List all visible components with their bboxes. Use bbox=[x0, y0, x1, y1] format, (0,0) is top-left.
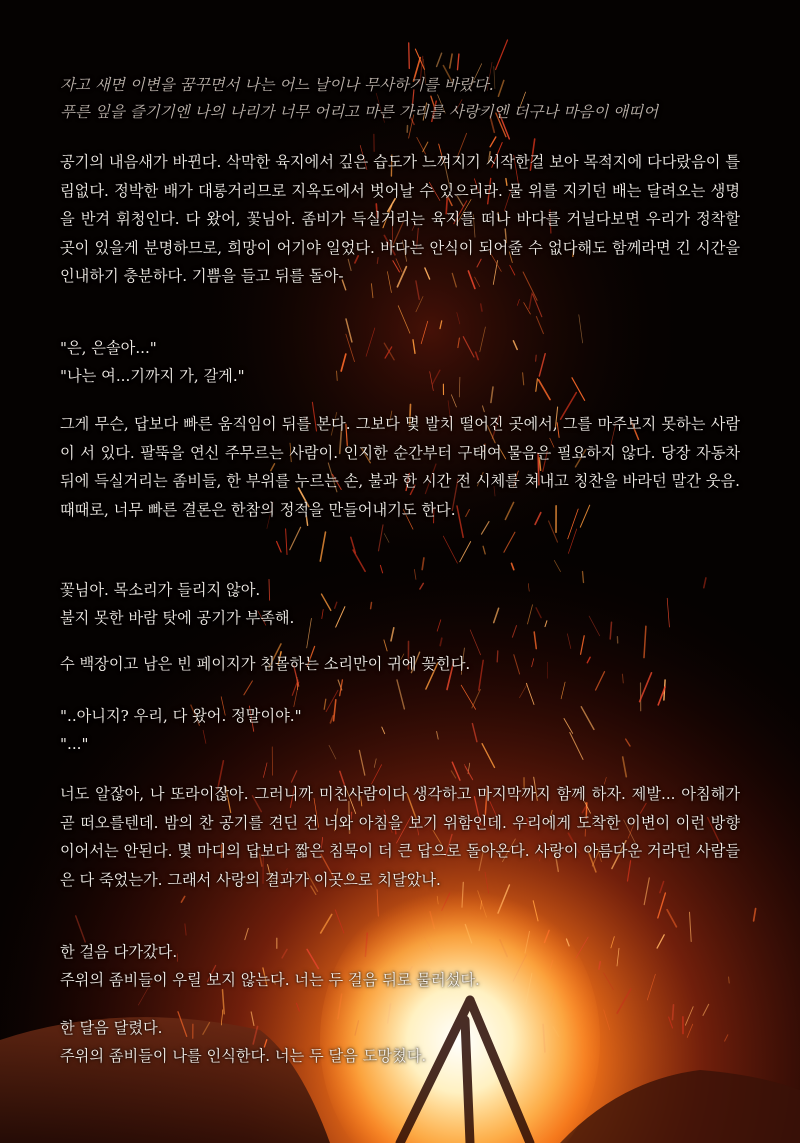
spark-streak bbox=[536, 355, 537, 361]
spark-streak bbox=[269, 580, 270, 601]
paragraph: 너도 알잖아, 나 또라이잖아. 그러니까 미친사람이다 생각하고 마지막까지 함께 하자. 제발... 아침해가 곧 떠오를텐데. 밤의 찬 공기를 견딘 건 너와 아침을 보기 위함인데. 우리에게 도착한 이변이 이런 방향이어서는 안된다. 몇 마디의 답보다 짧은 침묵이 더 큰 답으로 돌아온다. 사랑이 아름다운 거라던 사람들은 다 죽었는가. 그래서 사랑의 결과가 이곳으로 치달았나. bbox=[60, 785, 740, 889]
epigraph-line: 자고 새면 이변을 꿈꾸면서 나는 어느 날이나 무사하기를 바랐다. bbox=[60, 76, 494, 94]
dialogue-line: "..." bbox=[60, 735, 89, 753]
dialogue-line: "나는 여...기까지 가, 갈게." bbox=[60, 367, 245, 385]
dialogue-line: "은, 은솔아..." bbox=[60, 339, 157, 357]
dialogue-line: "..아니지? 우리, 다 왔어. 정말이야." bbox=[60, 707, 302, 725]
text-line: 불지 못한 바람 탓에 공기가 부족해. bbox=[60, 609, 295, 627]
spark-streak bbox=[497, 651, 498, 662]
text-line: 꽃님아. 목소리가 들리지 않아. bbox=[60, 581, 261, 599]
text-line: 한 걸음 다가갔다. bbox=[60, 943, 178, 961]
text-line: 주위의 좀비들이 우릴 보지 않는다. 너는 두 걸음 뒤로 물러섰다. bbox=[60, 971, 480, 989]
text-line: 주위의 좀비들이 나를 인식한다. 너는 두 달음 도망쳤다. bbox=[60, 1047, 427, 1065]
paragraph: 그게 무슨, 답보다 빠른 움직임이 뒤를 본다. 그보다 몇 발치 떨어진 곳에서, 그를 마주보지 못하는 사람이 서 있다. 팔뚝을 연신 주무르는 사람이. 인지한 순간부터 구태여 물음은 필요하지 않다. 당장 자동차 뒤에 득실거리는 좀비들, 한 부위를 누르는 손, 불과 한 시간 전 시체를 쳐내고 칭찬을 바라던 말간 웃음. 때때로, 너무 빠른 결론은 한참의 정적을 만들어내기도 한다. bbox=[60, 415, 740, 519]
paragraph: 공기의 내음새가 바뀐다. 삭막한 육지에서 깊은 습도가 느껴지기 시작한걸 보아 목적지에 다다랐음이 틀림없다. 정박한 배가 대롱거리므로 지옥도에서 벗어날 수 있으리라. 물 위를 지키던 배는 달려오는 생명을 반겨 휘청인다. 다 왔어, 꽃님아. 좀비가 득실거리는 육지를 떠나 바다를 거닐다보면 우리가 정착할 곳이 있을게 분명하므로, 희망이 어기야 일었다. 바다는 안식이 되어줄 수 없다해도 함께라면 긴 시간을 인내하기 충분하다. 기쁨을 들고 뒤를 돌아- bbox=[60, 153, 740, 285]
spark-streak bbox=[729, 977, 730, 983]
text-line: 수 백장이고 남은 빈 페이지가 침몰하는 소리만이 귀에 꽂힌다. bbox=[60, 655, 471, 673]
spark-streak bbox=[673, 1005, 674, 1020]
spark-streak bbox=[409, 43, 410, 68]
text-line: 한 달음 달렸다. bbox=[60, 1019, 163, 1037]
spark-streak bbox=[371, 603, 372, 609]
epigraph-line: 푸른 잎을 즐기기엔 나의 나리가 너무 어리고 마른 가리를 사랑키엔 더구나 마음이 애띠어 bbox=[60, 103, 659, 121]
